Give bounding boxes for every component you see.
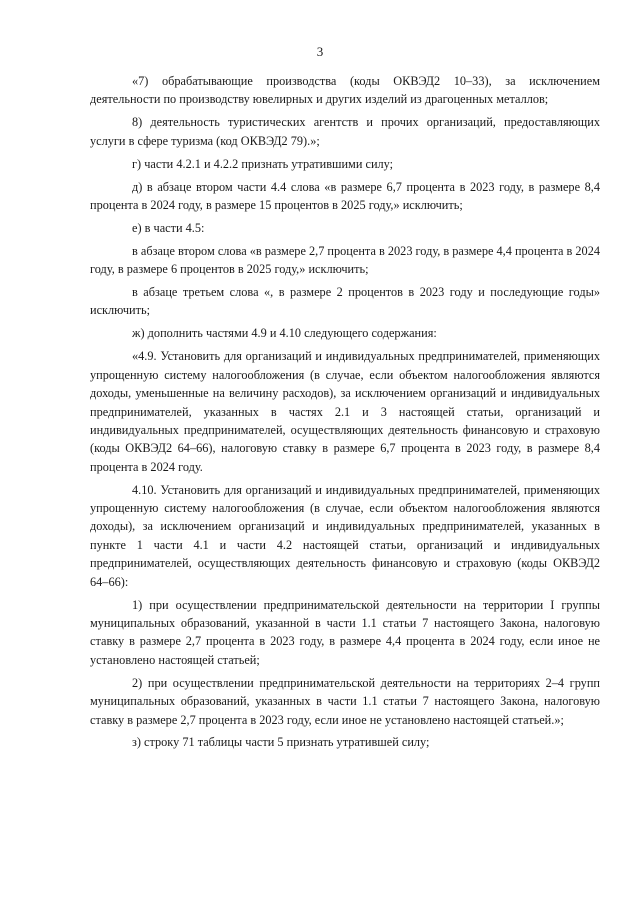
paragraph-e-abzac-3: в абзаце третьем слова «, в размере 2 процентов в 2023 году и последующие годы» исключить; xyxy=(90,285,600,318)
paragraph-part-4-10: 4.10. Установить для организаций и индивидуальных предпринимателей, применяющих упрощенную систему налогообложения (в случае, если объектом налогообложения являются доходы), за исключением организаций и индивидуальных предпринимателей, указанных в пункте 1 части 4.1 и части 4.2 настоящей статьи, организаций и индивидуальных предпринимателей, осуществляющих деятельность финансовую и страховую (коды ОКВЭД2 64–66): xyxy=(90,482,600,589)
paragraph-4-10-item-1: 1) при осуществлении предпринимательской деятельности на территории I группы муниципальных образований, указанной в части 1.1 статьи 7 настоящего Закона, налоговую ставку в размере 2,7 процента в 2023 году, в размере 4,4 процента в 2024 году, если иное не установлено настоящей статьей; xyxy=(90,597,600,667)
page-number: 3 xyxy=(316,44,324,59)
document-body xyxy=(90,72,600,756)
paragraph-subitem-zh: ж) дополнить частями 4.9 и 4.10 следующего содержания: xyxy=(132,326,437,341)
paragraph-subitem-g: г) части 4.2.1 и 4.2.2 признать утратившими силу; xyxy=(132,156,394,171)
paragraph-subitem-z: з) строку 71 таблицы части 5 признать утратившей силу; xyxy=(132,735,430,750)
paragraph-item-7: «7) обрабатывающие производства (коды ОКВЭД2 10–33), за исключением деятельности по производству ювелирных и других изделий из драгоценных металлов; xyxy=(90,74,600,107)
paragraph-subitem-d: д) в абзаце втором части 4.4 слова «в размере 6,7 процента в 2023 году, в размере 8,4 процента в 2024 году, в размере 15 процентов в 2025 году,» исключить; xyxy=(90,179,600,212)
paragraph-item-8: 8) деятельность туристических агентств и прочих организаций, предоставляющих услуги в сфере туризма (код ОКВЭД2 79).»; xyxy=(90,115,600,148)
paragraph-4-10-item-2: 2) при осуществлении предпринимательской деятельности на территориях 2–4 групп муниципальных образований, указанных в части 1.1 статьи 7 настоящего Закона, налоговую ставку в размере 2,7 процента в 2023 году, если иное не установлено настоящей статьей.»; xyxy=(90,675,600,727)
paragraph-subitem-e: е) в части 4.5: xyxy=(132,220,205,235)
paragraph-e-abzac-2: в абзаце втором слова «в размере 2,7 процента в 2023 году, в размере 4,4 процента в 2024 году, в размере 6 процентов в 2025 году,» исключить; xyxy=(90,243,600,277)
paragraph-part-4-9: «4.9. Установить для организаций и индивидуальных предпринимателей, применяющих упрощенную систему налогообложения (в случае, если объектом налогообложения являются доходы, уменьшенные на величину расходов), за исключением организаций и индивидуальных предпринимателей, указанных в частях 2.1 и 3 настоящей статьи, организаций и индивидуальных предпринимателей, осуществляющих деятельность финансовую и страховую (коды ОКВЭД2 64–66), налоговую ставку в размере 6,7 процента в 2023 году, в размере 8,4 процента в 2024 году. xyxy=(90,349,600,474)
